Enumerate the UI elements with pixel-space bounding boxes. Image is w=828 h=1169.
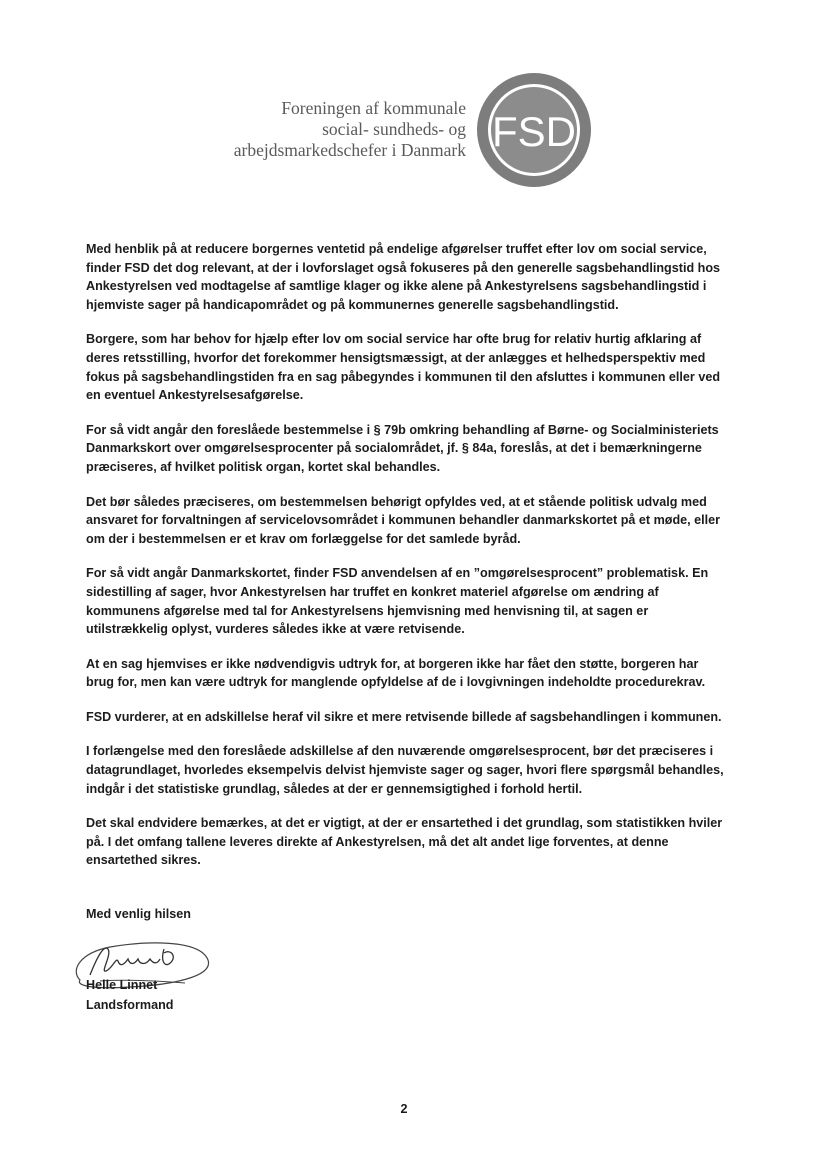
org-name-line-2: social- sundheds- og bbox=[322, 119, 466, 139]
page-number: 2 bbox=[400, 1102, 408, 1116]
paragraph-8: I forlængelse med den foreslåede adskillelse af den nuværende omgørelsesprocent, bør det præciseres i datagrundlaget, hvorledes eksempelvis delvist hjemviste sager og sager, hvori flere spørgsmål behandles, indgår i det statistiske grundlag, således at der er gennemsigtighed i forhold hertil. bbox=[86, 744, 724, 796]
org-name-line-3: arbejdsmarkedschefer i Danmark bbox=[233, 140, 466, 160]
paragraph-2: Borgere, som har behov for hjælp efter lov om social service har ofte brug for relativ hurtig afklaring af deres retsstilling, hvorfor det forekommer hensigtsmæssigt, at der anlægges et helhedsperspektiv med fokus på sagsbehandlingstiden fra en sag påbegyndes i kommunen til den afsluttes i kommunen eller ved en eventuel Ankestyrelsesafgørelse. bbox=[86, 332, 721, 403]
fsd-logo bbox=[474, 70, 594, 190]
org-name-line-1: Foreningen af kommunale bbox=[281, 98, 466, 118]
paragraph-1: Med henblik på at reducere borgernes ventetid på endelige afgørelser truffet efter lov om social service, finder FSD det dog relevant, at der i lovforslaget også fokuseres på den generelle sagsbehandlingstid hos Ankestyrelsen ved modtagelse af samtlige klager og ikke alene på Ankestyrelsens sagsbehandlingstid i hjemviste sager på handicapområdet og på kommunernes generelle sagsbehandlingstid. bbox=[86, 242, 721, 312]
signatory-name: Helle Linnet bbox=[86, 978, 158, 992]
paragraph-7: FSD vurderer, at en adskillelse heraf vil sikre et mere retvisende billede af sagsbehandlingen i kommunen. bbox=[86, 709, 722, 724]
closing-greeting: Med venlig hilsen bbox=[86, 907, 191, 921]
paragraph-5: For så vidt angår Danmarkskortet, finder FSD anvendelsen af en ”omgørelsesprocent” problematisk. En sidestilling af sager, hvor Ankestyrelsen har truffet en konkret materiel afgørelse om ændring af kommunens afgørelse med tal for Ankestyrelsens hjemvisning med henvisning til, at sagen er utilstrækkelig oplyst, vurderes således ikke at være retvisende. bbox=[86, 566, 709, 637]
signatory-title: Landsformand bbox=[86, 998, 174, 1012]
paragraph-6: At en sag hjemvises er ikke nødvendigvis udtryk for, at borgeren ikke har fået den støtte, borgeren har brug for, men kan være udtryk for manglende opfyldelse af de i lovgivningen indeholdte procedurekrav. bbox=[86, 656, 706, 690]
logo-text: FSD bbox=[492, 108, 576, 155]
paragraph-3: For så vidt angår den foreslåede bestemmelse i § 79b omkring behandling af Børne- og Socialministeriets Danmarkskort over omgørelsesprocenter på socialområdet, jf. § 84a, foreslås, at det i bemærkningerne præciseres, af hvilket politisk organ, kortet skal behandles. bbox=[86, 422, 719, 474]
organization-name bbox=[200, 98, 466, 161]
paragraph-4: Det bør således præciseres, om bestemmelsen behørigt opfyldes ved, at et stående politisk udvalg med ansvaret for forvaltningen af servicelovsområdet i kommunen behandler danmarkskortet på et møde, eller om der i bestemmelsen er et krav om forlæggelse for det samlede byråd. bbox=[86, 494, 721, 546]
paragraph-9: Det skal endvidere bemærkes, at det er vigtigt, at der er ensartethed i det grundlag, som statistikken hviler på. I det omfang tallene leveres direkte af Ankestyrelsen, må det alt andet lige forventes, at denne ensartethed sikres. bbox=[86, 816, 723, 868]
letter-body bbox=[86, 240, 726, 886]
